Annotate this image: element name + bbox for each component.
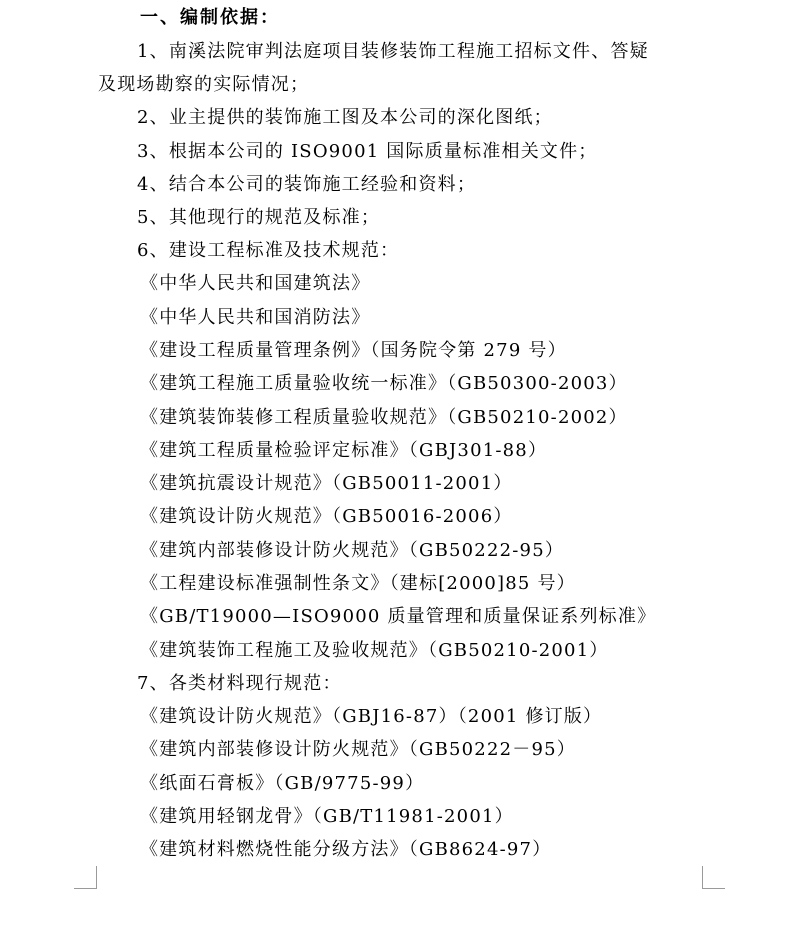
standard-item: 《建设工程质量管理条例》（国务院令第 279 号）	[140, 340, 567, 361]
paragraph-line: 6、建设工程标准及技术规范：	[137, 240, 400, 261]
standard-item: 《建筑工程质量检验评定标准》（GBJ301-88）	[140, 440, 548, 461]
standard-item: 《工程建设标准强制性条文》（建标[2000]85 号）	[140, 573, 576, 594]
paragraph-line: 3、根据本公司的 ISO9001 国际质量标准相关文件；	[137, 141, 598, 162]
standard-item: 《建筑内部装修设计防火规范》（GB50222-95）	[140, 540, 565, 561]
standard-item: 《建筑工程施工质量验收统一标准》（GB50300-2003）	[140, 373, 628, 394]
paragraph-line: 及现场勘察的实际情况；	[98, 74, 310, 95]
standard-item: 《建筑装饰装修工程质量验收规范》（GB50210-2002）	[140, 407, 628, 428]
standard-item: 《建筑设计防火规范》（GB50016-2006）	[140, 506, 513, 527]
page-corner-mark-right	[702, 866, 725, 889]
standard-item: 《建筑内部装修设计防火规范》（GB50222－95）	[140, 739, 576, 760]
paragraph-line: 2、业主提供的装饰施工图及本公司的深化图纸；	[137, 107, 553, 128]
section-heading: 一、编制依据：	[140, 7, 280, 28]
paragraph-line: 1、南溪法院审判法庭项目装修装饰工程施工招标文件、答疑	[137, 41, 649, 62]
paragraph-line: 7、各类材料现行规范：	[137, 673, 342, 694]
standard-item: 《中华人民共和国消防法》	[140, 307, 371, 328]
standard-item: 《建筑材料燃烧性能分级方法》（GB8624-97）	[140, 839, 552, 860]
standard-item: 《GB/T19000—ISO9000 质量管理和质量保证系列标准》	[140, 606, 657, 627]
standard-item: 《建筑设计防火规范》（GBJ16-87）（2001 修订版）	[140, 706, 603, 727]
paragraph-line: 4、结合本公司的装饰施工经验和资料；	[137, 174, 477, 195]
page-corner-mark-left	[74, 866, 97, 889]
standard-item: 《建筑抗震设计规范》（GB50011-2001）	[140, 473, 513, 494]
standard-item: 《中华人民共和国建筑法》	[140, 273, 371, 294]
paragraph-line: 5、其他现行的规范及标准；	[137, 207, 381, 228]
standard-item: 《建筑用轻钢龙骨》（GB/T11981-2001）	[140, 806, 514, 827]
standard-item: 《建筑装饰工程施工及验收规范》（GB50210-2001）	[140, 640, 609, 661]
standard-item: 《纸面石膏板》（GB/9775-99）	[140, 773, 425, 794]
